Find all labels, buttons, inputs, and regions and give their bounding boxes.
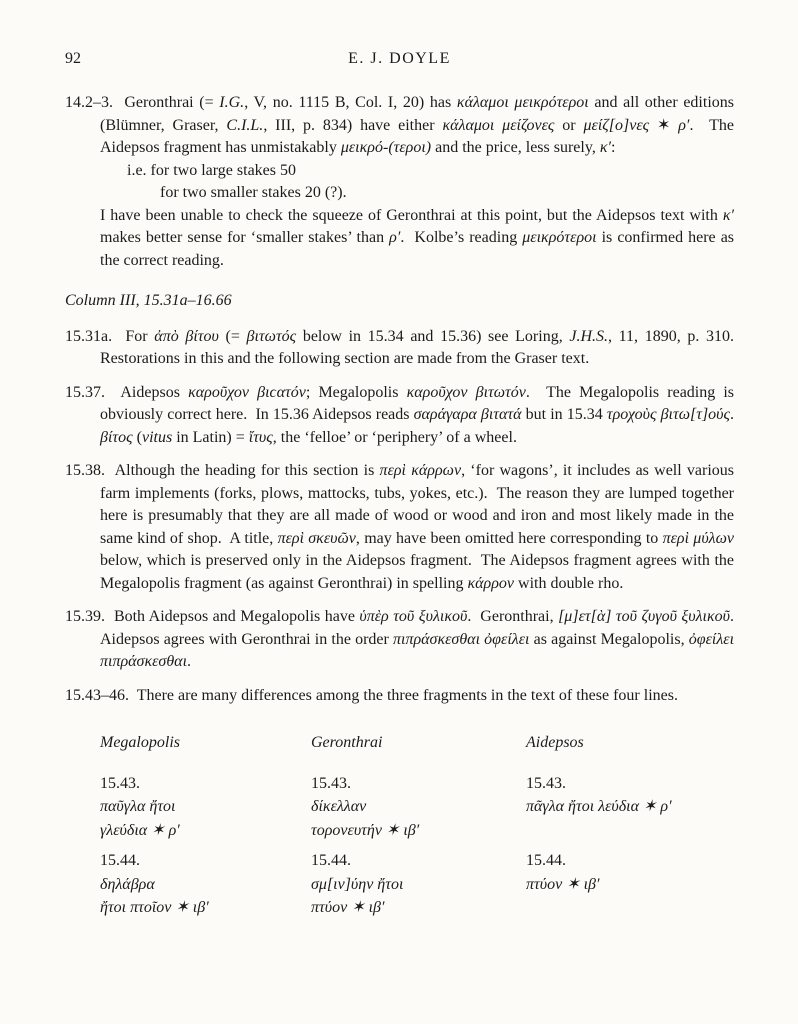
table-cell-greek: παῦγλα ἤτοι — [100, 798, 176, 815]
italic-text-segment: vitus — [141, 428, 173, 446]
table-cell-line-number: 15.44. — [311, 852, 351, 869]
text-segment: as against Megalopolis, — [529, 630, 689, 648]
entry-15-37 — [65, 382, 743, 450]
table-cell-greek: πᾶγλα ἤτοι λεύδια ✶ ρ′ — [526, 798, 672, 815]
italic-text-segment: τροχοὺς βιτω[τ]ούς — [606, 406, 731, 423]
italic-text-segment: καροῦχον βιτωτόν — [406, 383, 526, 401]
italic-text-segment: ἀπὸ βίτου — [154, 327, 219, 345]
text-segment: ( — [132, 428, 142, 446]
text-segment: and all other editions (Blümner, Graser, — [100, 94, 738, 134]
table-cell-line-number: 15.43. — [100, 774, 140, 792]
text-segment: I have been unable to check the squeeze of Geronthrai at this point, but the Aidepsos text with — [100, 206, 723, 224]
text-segment: or — [554, 116, 584, 134]
italic-text-segment: I.G. — [219, 94, 245, 111]
text-segment: 15.38. Although the heading for this section is — [65, 462, 380, 479]
table-cell-greek: σμ[ιν]ύην ἤτοι — [311, 875, 404, 893]
italic-text-segment: [μ]ετ[ὰ] τοῦ ζυγοῦ ξυλικοῦ — [558, 608, 730, 625]
entry-14-2-3 — [65, 92, 739, 272]
italic-text-segment: καροῦχον βιϲατόν — [188, 383, 306, 401]
text-segment: : — [611, 139, 616, 156]
text-segment: , 11, 1890, p. 310. Restorations in this and the following section are made from the Graser text. — [100, 327, 743, 367]
table-cell-greek — [526, 819, 735, 843]
italic-text-segment: ρ′ — [678, 116, 690, 134]
italic-text-segment: σαράγαρα βιτατά — [413, 406, 522, 423]
table-cell-line-number: 15.44. — [526, 852, 566, 869]
table-cell-greek: ἤτοι πτοῖον ✶ ιβ′ — [100, 899, 209, 916]
text-segment: ✶ — [649, 116, 679, 134]
italic-text-segment: πιπράσκεσθαι ὀφείλει — [393, 630, 530, 648]
table-header-aidepsos: Aidepsos — [526, 734, 584, 751]
entry-15-43-46 — [65, 685, 734, 708]
italic-text-segment: ὑπὲρ τοῦ ξυλικοῦ — [359, 608, 468, 625]
price-line-smaller-stakes: for two smaller stakes 20 (?). — [160, 184, 347, 201]
text-segment: , ‘for wagons’, it includes as well various farm implements (forks, plows, mattocks, tubs, yokes, etc.). The reason they are lumped together here is presumably that they are all made of wood or wood and iron and most likely made in the same kind of shop. A title, — [100, 462, 739, 547]
italic-text-segment: βιτωτός — [246, 327, 297, 345]
text-segment: . The Megalopolis reading is obviously correct here. In 15.36 Aidepsos reads — [100, 383, 739, 423]
text-segment: below, which is preserved only in the Aidepsos fragment. The Aidepsos fragment agrees with the Megalopolis fragment (as against Geronthrai) in spelling — [100, 529, 739, 592]
entry-15-38 — [65, 460, 739, 595]
entry-paragraph — [65, 460, 739, 595]
text-segment: , III, p. 834) have either — [263, 116, 443, 134]
italic-text-segment: μείζ[ο]νες — [583, 116, 650, 134]
text-segment: 15.31a. For — [65, 327, 155, 345]
text-segment: 15.39. Both Aidepsos and Megalopolis have — [65, 608, 360, 625]
text-segment: is confirmed here as the correct reading. — [100, 229, 739, 269]
page-header — [65, 48, 734, 71]
text-segment: . Aidepsos agrees with Geronthrai in the order — [100, 608, 742, 648]
italic-text-segment: κάλαμοι μείζονες — [442, 116, 555, 134]
italic-text-segment: μεικρότεροι — [522, 229, 597, 246]
entry-paragraph — [65, 382, 743, 450]
table-cell-greek: πτύον ✶ ιβ′ — [311, 899, 385, 916]
fragments-comparison-table — [100, 731, 734, 920]
text-segment: 14.2–3. Geronthrai (= — [65, 94, 220, 111]
text-segment: (= — [218, 327, 247, 345]
text-segment: 15.37. Aidepsos — [65, 383, 189, 401]
page-number: 92 — [65, 50, 81, 67]
table-cell-line-number: 15.43. — [311, 774, 351, 792]
text-segment: , may have been omitted here corresponding to — [355, 529, 663, 547]
italic-text-segment: ἴτυς — [248, 428, 273, 446]
text-segment: , V, no. 1115 B, Col. I, 20) has — [244, 94, 457, 111]
table-cell-line-number: 15.44. — [100, 852, 140, 869]
entry-paragraph — [65, 326, 743, 371]
table-cell-greek: δίκελλαν — [311, 798, 367, 815]
italic-text-segment: περὶ σκευῶν — [277, 529, 356, 547]
entry-15-39 — [65, 606, 742, 674]
text-segment: . — [730, 406, 743, 423]
text-segment: , the ‘felloe’ or ‘periphery’ of a wheel. — [272, 428, 517, 446]
italic-text-segment: κάρρον — [467, 574, 515, 592]
entry-continuation-paragraph — [100, 205, 739, 273]
text-segment: . Kolbe’s reading — [400, 229, 523, 246]
entry-15-31a — [65, 326, 743, 371]
text-segment: . The Aidepsos fragment has unmistakably — [100, 116, 738, 156]
table-cell-greek: γλεύδια ✶ ρ′ — [100, 821, 180, 839]
table-header-geronthrai: Geronthrai — [311, 734, 383, 751]
entry-intro-paragraph — [65, 92, 738, 160]
entry-paragraph — [65, 606, 742, 674]
table-cell-greek: δηλάβρα — [100, 875, 155, 893]
section-heading-column-iii: Column III, 15.31a–16.66 — [65, 292, 232, 309]
text-segment: below in 15.34 and 15.36) see Loring, — [296, 327, 570, 345]
text-segment: and the price, less surely, — [431, 139, 600, 156]
italic-text-segment: μεικρό-(τεροι) — [340, 139, 432, 156]
table-cell-greek: τορονευτήν ✶ ιβ′ — [311, 821, 420, 839]
text-segment: makes better sense for ‘smaller stakes’ than — [100, 206, 738, 246]
text-segment: 15.43–46. There are many differences among the three fragments in the text of these four lines. — [65, 686, 678, 704]
italic-text-segment: C.I.L. — [226, 116, 264, 134]
table-cell-greek — [526, 896, 735, 920]
running-head: E. J. DOYLE — [348, 50, 451, 67]
italic-text-segment: κάλαμοι μεικρότεροι — [456, 94, 589, 111]
italic-text-segment: ὀφείλει πιπράσκεσθαι — [100, 630, 739, 670]
italic-text-segment: J.H.S. — [569, 327, 608, 345]
text-segment: ; Megalopolis — [305, 383, 407, 401]
italic-text-segment: περὶ κάρρων — [379, 462, 462, 479]
price-line-large-stakes: i.e. for two large stakes 50 — [127, 161, 296, 179]
italic-text-segment: βίτος — [100, 428, 133, 446]
text-segment: but in 15.34 — [521, 406, 607, 423]
text-segment: . — [187, 653, 192, 670]
entry-paragraph — [65, 685, 734, 708]
text-segment: . Geronthrai, — [467, 608, 559, 625]
table-cell-greek: πτύον ✶ ιβ′ — [526, 875, 600, 893]
italic-text-segment: ρ′ — [389, 229, 401, 246]
italic-text-segment: περὶ μύλων — [662, 529, 735, 547]
italic-text-segment: κ′ — [722, 206, 734, 224]
text-segment: with double rho. — [514, 574, 624, 592]
italic-text-segment: κ′ — [599, 139, 611, 156]
text-segment: in Latin) = — [172, 428, 249, 446]
table-header-megalopolis: Megalopolis — [100, 734, 180, 751]
table-cell-line-number: 15.43. — [526, 774, 566, 792]
